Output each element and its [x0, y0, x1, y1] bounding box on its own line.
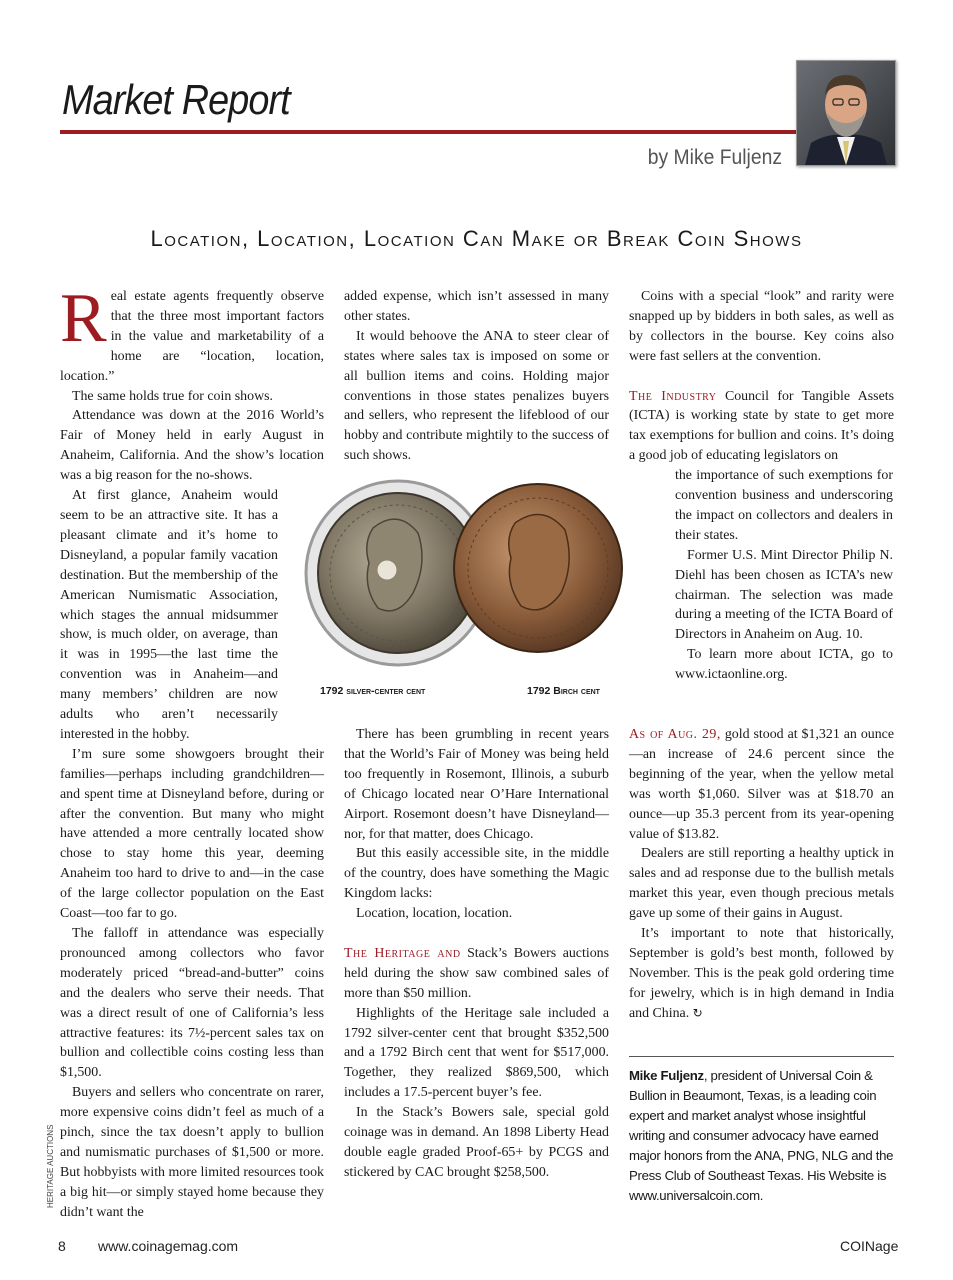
paragraph: the importance of such exemptions for convention business and underscoring the impact on collectors and dealers in their states. [675, 468, 893, 543]
paragraph: Location, location, location. [356, 906, 513, 922]
paragraph [629, 725, 894, 844]
paragraph: The falloff in attendance was especially pronounced among collectors who favor moderately priced “bread-and-butter” coins and the dealers who serve their needs. That was a direct result of one of California’s less attractive features: its 7½-percent sales tax on bullion and collectible coins costing less than $1,500. [60, 926, 324, 1081]
paragraph-text: gold stood at $1,321 an ounce—an increase of 24.6 percent since the beginning of the year, when the yellow metal was worth $1,060. Silver was at $18.70 an ounce—up 35.3 percent from its year-opening value of $13.82. [629, 727, 894, 842]
footer-magazine-name: COINage [840, 1238, 899, 1254]
paragraph-text: Stack’s Bowers auctions held during the show saw combined sales of more than $50 million. [344, 945, 609, 1001]
paragraph: Dealers are still reporting a healthy uptick in sales and ad response due to the bullish metals market this year, even though precious metals gave up some of their gains in August. [629, 846, 894, 922]
lead-in: As of Aug. 29, [629, 727, 721, 742]
byline: by Mike Fuljenz [647, 146, 782, 169]
paragraph: There has been grumbling in recent years that the World’s Fair of Money was being held too frequently in Rosemont, Illinois, a suburb of Chicago located near O’Hare International Airport. Rosemont doesn’t have Disneyland—nor, for that matter, does Chicago. [344, 727, 609, 842]
author-bio [629, 1066, 894, 1206]
column-3-bottom [629, 725, 894, 1024]
narrow-text-block [675, 466, 893, 685]
paragraph: Former U.S. Mint Director Philip N. Diehl has been chosen as ICTA’s new chairman. The selection was made during a meeting of the ICTA Board of Directors in Anaheim on Aug. 10. [675, 547, 893, 643]
paragraph: In the Stack’s Bowers sale, special gold coinage was in demand. An 1898 Liberty Head double eagle graded Proof-65+ by PCGS and stickered by CAC brought $258,500. [344, 1105, 609, 1180]
footer-website: www.coinagemag.com [98, 1238, 239, 1254]
paragraph: Buyers and sellers who concentrate on rarer, more expensive coins didn’t feel as much of a pinch, since the tax doesn’t apply to bullion and numismatic purchases of $1,500 or more. But hobbyists with more limited resources took a big hit—or simply stayed home because they didn’t want the [60, 1085, 324, 1220]
paragraph: At first glance, Anaheim would seem to be an attractive site. It has a pleasant climate and it’s home to Disneyland, a popular family vacation destination. But the membership of the American Numismatic Association, which stages the annual midsummer show, is much older, on average, than it was in 1995—the last time the convention was in Anaheim—and many members’ children are now adults who aren’t necessarily interested in the hobby. [60, 488, 278, 742]
paragraph: To learn more about ICTA, go to www.ictaonline.org. [675, 647, 893, 683]
paragraph: added expense, which isn’t assessed in many other states. [344, 289, 609, 324]
bio-divider [629, 1056, 894, 1057]
paragraph: It would behoove the ANA to steer clear of states where sales tax is imposed on some or all bullion items and coins. Holding major conventions in those states penalizes buyers and sellers, who represent the lifeblood of our hobby and contribute mightily to the success of such shows. [344, 328, 609, 464]
paragraph [629, 387, 894, 467]
paragraph: But this easily accessible site, in the middle of the country, does have something the Magic Kingdom lacks: [344, 846, 609, 902]
dropcap: R [60, 280, 107, 357]
section-title: Market Report [62, 76, 290, 123]
paragraph: Highlights of the Heritage sale included a 1792 silver-center cent that brought $352,500 and a 1792 Birch cent that went for $517,000. Together, they realized $869,500, which includes a 17.5-percent buyer’s fee. [344, 1005, 609, 1101]
lead-in: The Industry [629, 388, 717, 404]
header-rule [60, 130, 796, 134]
paragraph-text: eal estate agents frequently observe that the three most important factors in the value and marketability of a home are “location, location, location.” [60, 289, 324, 384]
lead-in: The Heritage and [344, 945, 461, 961]
paragraph [60, 280, 324, 387]
coin-caption-silver-center: 1792 silver-center cent [320, 685, 426, 697]
paragraph: I’m sure some showgoers brought their families—perhaps including grandchildren—and spent time at Disneyland before, during or after the convention. But many who might have attended a more centrally located show chose to stay home this year, deeming Anaheim too hard to drive to and—in the case of the large collector population on the East Coast—too far to go. [60, 746, 324, 922]
paragraph: Attendance was down at the 2016 World’s Fair of Money held in early August in Anaheim, California. And the show’s location was a big reason for the no-shows. [60, 408, 324, 484]
column-2-top [344, 287, 609, 466]
coin-caption-birch: 1792 Birch cent [527, 685, 600, 697]
page-number: 8 [58, 1238, 66, 1254]
paragraph: The same holds true for coin shows. [72, 388, 273, 404]
paragraph [629, 924, 894, 1024]
bio-text: , president of Universal Coin & Bullion in Beaumont, Texas, is a leading coin expert and market analyst whose insightful writing and consumer advocacy have earned major honors from the ANA, PNG, NLG and the Press Club of Southeast Texas. His Website is www.universalcoin.com. [629, 1068, 894, 1203]
paragraph: Coins with a special “look” and rarity were snapped up by bidders in both sales, as well as by collectors in the bourse. Key coins also were fast sellers at the convention. [629, 289, 894, 364]
paragraph-text: Council for Tangible Assets (ICTA) is working state by state to get more tax exemptions for bullion and coins. It’s doing a good job of educating legislators on [629, 388, 894, 464]
bio-name: Mike Fuljenz [629, 1068, 704, 1083]
author-photo [796, 60, 896, 166]
paragraph [344, 944, 609, 1004]
column-1 [60, 280, 324, 1223]
coin-photo [303, 468, 623, 688]
article-headline: Location, Location, Location Can Make or Break Coin Shows [150, 226, 803, 251]
column-2-bottom [344, 725, 609, 1183]
photo-credit: HERITAGE AUCTIONS [46, 1124, 55, 1208]
column-3-top [629, 287, 894, 685]
paragraph-text: It’s important to note that historically, September is gold’s best month, followed by November. This is the peak gold ordering time for jewelry, which is in high demand in India and China. [629, 926, 894, 1021]
end-mark-icon: ↻ [692, 1005, 703, 1020]
